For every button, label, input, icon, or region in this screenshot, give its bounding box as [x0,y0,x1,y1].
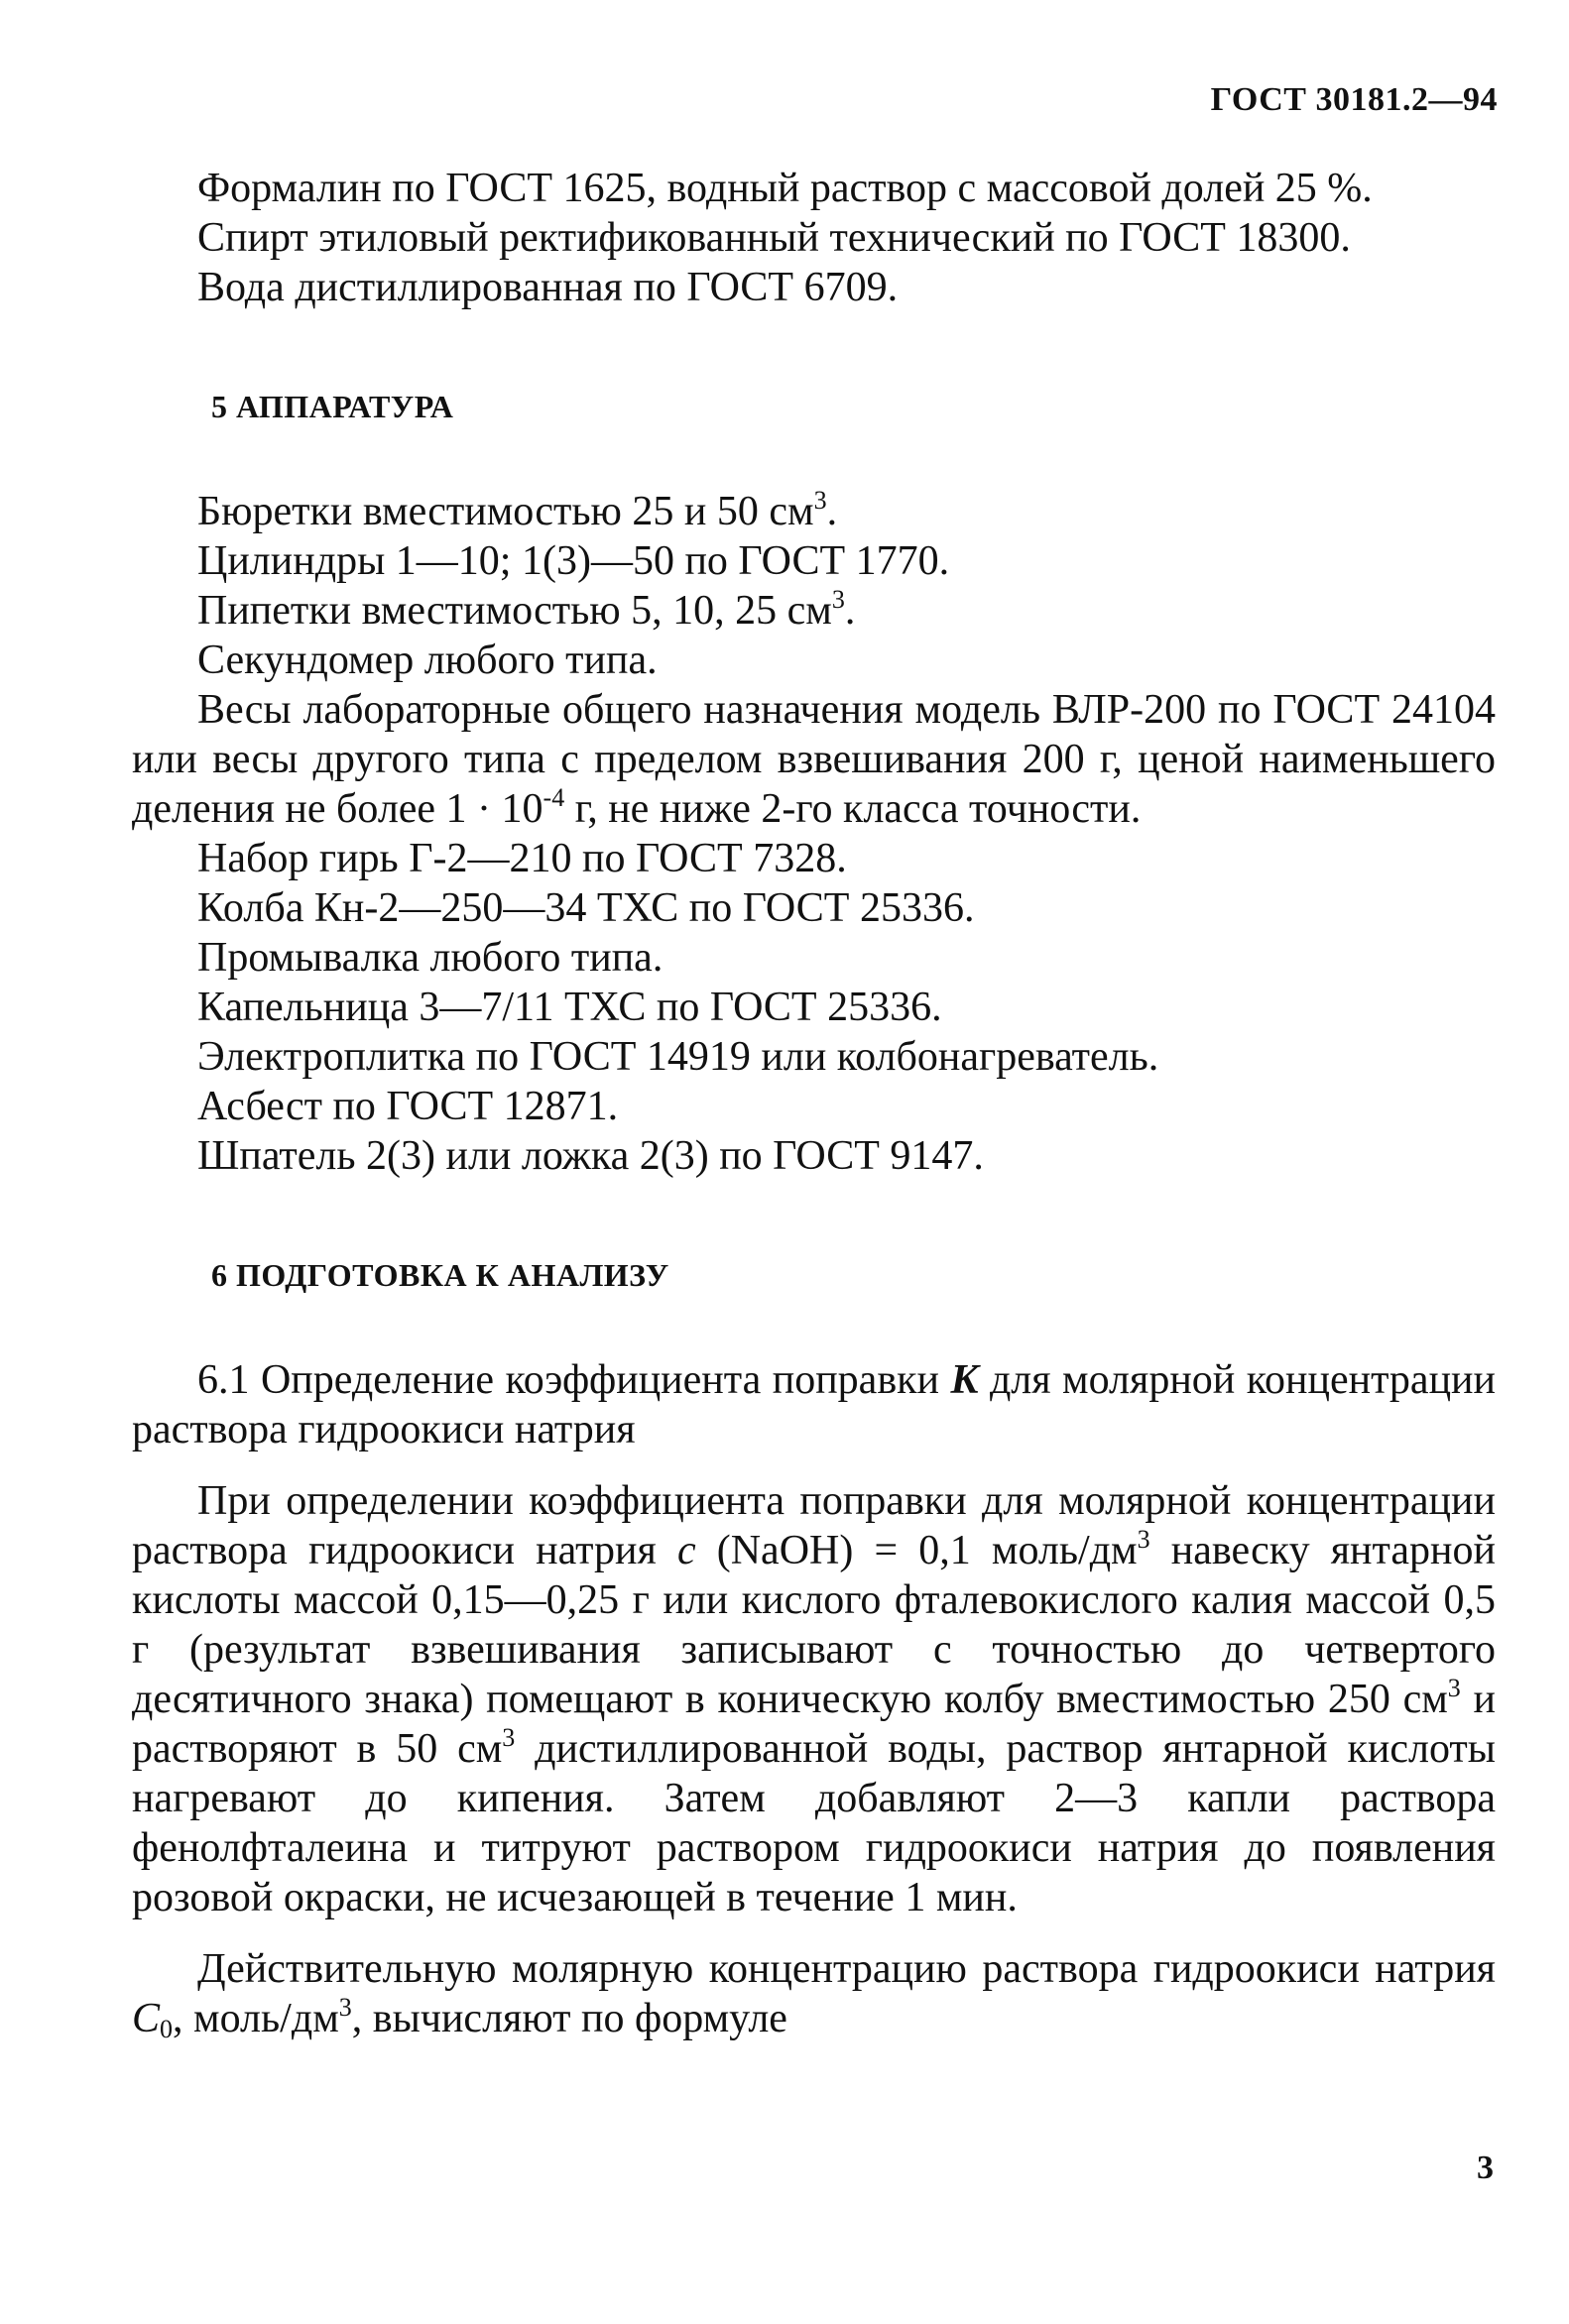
apparatus-item: Колба Кн-2—250—34 ТХС по ГОСТ 25336. [197,885,975,931]
page-content [132,164,1496,2043]
apparatus-item: Пипетки вместимостью 5, 10, 25 $см^3$. [197,585,856,634]
reagent-line: Вода дистиллированная по ГОСТ 6709. [197,265,899,310]
apparatus-item-scales: Весы лабораторные общего назначения модель ВЛР-200 по ГОСТ 24104 или весы другого типа с пределом взвешивания 200 г, ценой наименьшего деления не более $1 \cdot 10^{-4}$ г, не ниже 2-го класса точности. [132,687,1496,832]
apparatus-item: Бюретки вместимостью 25 и 50 $см^3$. [197,486,838,534]
section-6-heading: 6 ПОДГОТОВКА К АНАЛИЗУ [211,1257,669,1293]
apparatus-item: Промывалка любого типа. [197,935,664,981]
paragraph-formula-intro: Действительную молярную концентрацию раствора гидроокиси натрия $C_0$, моль/$дм^3$, вычисляют по формуле [132,1946,1496,2043]
apparatus-item: Асбест по ГОСТ 12871. [197,1084,619,1129]
paragraph-procedure: При определении коэффициента поправки для молярной концентрации раствора гидроокиси натрия c (NaOH) = 0,1 моль/$дм^3$ навеску янтарной кислоты массой 0,15—0,25 г или кислого фталевокислого калия массой 0,5 г (результат взвешивания записывают с точностью до четвертого десятичного знака) помещают в коническую колбу вместимостью 250 $см^3$ и растворяют в 50 $см^3$ дистиллированной воды, раствор янтарной кислоты нагревают до кипения. Затем добавляют 2—3 капли раствора фенолфталеина и титруют раствором гидроокиси натрия до появления розовой окраски, не исчезающей в течение 1 мин. [132,1478,1496,1920]
subsection-6-1-title: 6.1 Определение коэффициента поправки K для молярной концентрации раствора гидроокиси натрия [132,1357,1497,1452]
apparatus-item: Электроплитка по ГОСТ 14919 или колбонагреватель. [197,1034,1159,1080]
page-number: 3 [1477,2150,1494,2186]
apparatus-item: Набор гирь Г-2—210 по ГОСТ 7328. [197,836,847,881]
apparatus-item: Секундомер любого типа. [197,638,658,683]
apparatus-item: Цилиндры 1—10; 1(3)—50 по ГОСТ 1770. [197,538,950,584]
apparatus-item: Шпатель 2(3) или ложка 2(3) по ГОСТ 9147. [197,1133,984,1179]
reagent-line: Формалин по ГОСТ 1625, водный раствор с массовой долей 25 %. [197,166,1373,211]
reagent-line: Спирт этиловый ректификованный технический по ГОСТ 18300. [197,215,1351,261]
document-header: ГОСТ 30181.2—94 [1210,81,1498,118]
section-5-heading: 5 АППАРАТУРА [211,389,454,424]
apparatus-item: Капельница 3—7/11 ТХС по ГОСТ 25336. [197,985,942,1030]
